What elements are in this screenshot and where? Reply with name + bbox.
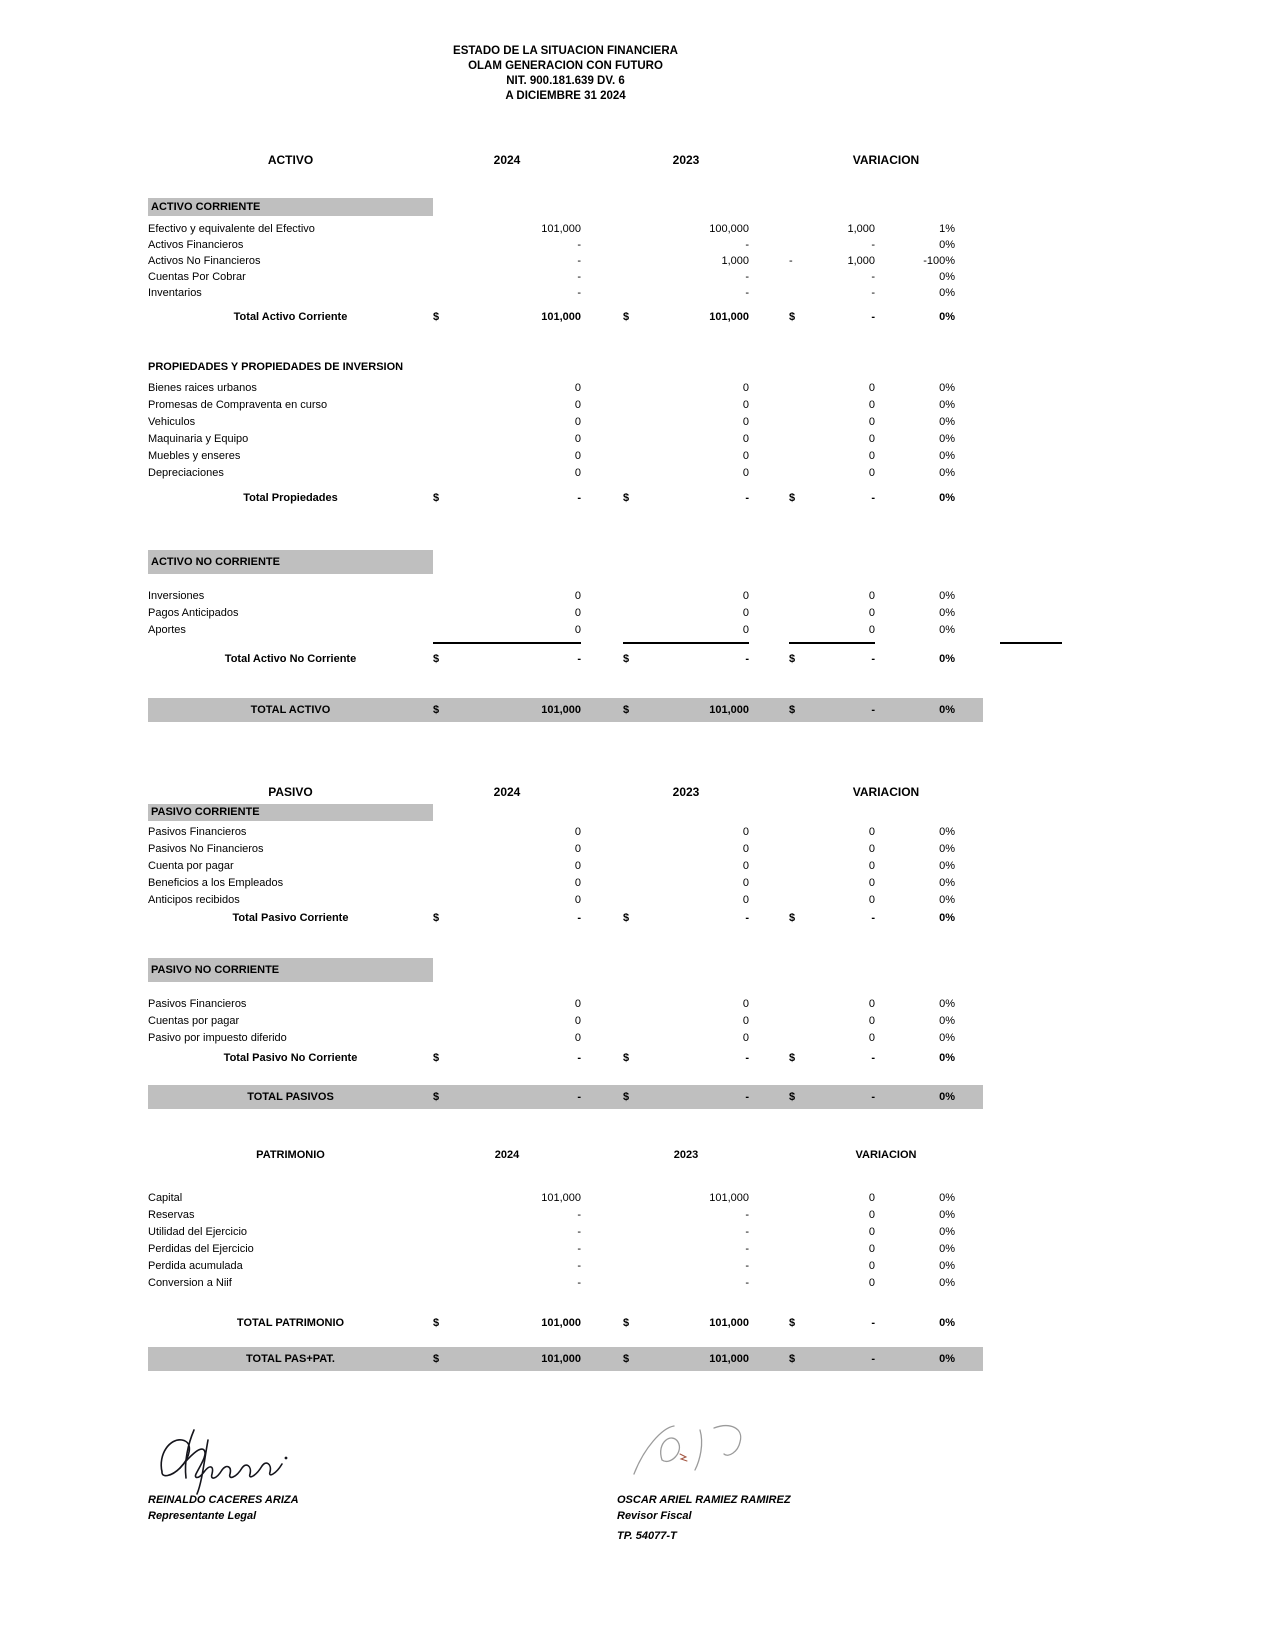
value-percent: 0% (939, 860, 955, 872)
currency-symbol: $ (789, 652, 796, 665)
row-label: Total Pasivo Corriente (232, 912, 349, 924)
table-row-inversiones (148, 588, 983, 605)
value-2024: - (577, 1260, 581, 1272)
value-2023: 101,000 (709, 1192, 749, 1204)
value-2023: - (745, 652, 749, 665)
value-percent: 1% (939, 222, 955, 235)
row-label: Total Pasivo No Corriente (223, 1052, 358, 1064)
value-2023: 100,000 (709, 222, 749, 235)
value-percent: 0% (939, 1277, 955, 1289)
total-row-total-propiedades (148, 488, 983, 508)
column-header-row-patrimonio (148, 1145, 983, 1165)
row-label: TOTAL PASIVOS (247, 1090, 334, 1103)
currency-symbol: $ (433, 912, 440, 924)
document-title: ESTADO DE LA SITUACION FINANCIERA (453, 45, 678, 57)
currency-symbol: $ (433, 1352, 440, 1365)
column-header-variacion: VARIACION (855, 1148, 917, 1161)
section-header-propiedades-y-propiedades-de-inversion (148, 357, 983, 377)
value-2023: 0 (742, 826, 749, 838)
value-percent: 0% (939, 1209, 955, 1221)
value-variation: 0 (868, 1226, 875, 1238)
value-variation: 0 (868, 467, 875, 479)
value-percent: 0% (939, 1352, 955, 1365)
value-2024: - (577, 491, 581, 504)
value-2023: - (745, 1277, 749, 1289)
value-2024: - (577, 1277, 581, 1289)
value-percent: 0% (939, 467, 955, 479)
value-2024: 0 (574, 416, 581, 428)
row-label: Cuentas Por Cobrar (148, 270, 246, 283)
value-2024: - (577, 1052, 581, 1064)
currency-symbol: $ (433, 703, 440, 716)
column-header-2024: 2024 (494, 1148, 520, 1161)
total-row-total-activo-no-corriente (148, 649, 983, 669)
value-2024: 0 (574, 894, 581, 906)
value-2023: 0 (742, 467, 749, 479)
value-variation: - (871, 912, 875, 924)
value-2023: 0 (742, 624, 749, 636)
row-label: Maquinaria y Equipo (148, 433, 249, 445)
value-2023: - (745, 1243, 749, 1255)
table-row-capital (148, 1190, 983, 1207)
currency-symbol: $ (433, 310, 440, 323)
value-2023: 0 (742, 860, 749, 872)
value-percent: 0% (939, 607, 955, 619)
table-row-pasivos-no-financieros (148, 841, 983, 858)
column-header-2023: 2023 (673, 1148, 699, 1161)
value-percent: 0% (939, 238, 955, 251)
value-variation: 0 (868, 1277, 875, 1289)
value-2023: 0 (742, 877, 749, 889)
section-label: PROPIEDADES Y PROPIEDADES DE INVERSION (148, 360, 404, 373)
value-percent: 0% (939, 652, 955, 665)
value-variation: - (871, 1352, 875, 1365)
currency-symbol: $ (433, 491, 440, 504)
value-2023: - (745, 1090, 749, 1103)
row-label: Aportes (148, 624, 186, 636)
value-percent: 0% (939, 590, 955, 602)
table-row-pasivo-por-impuesto-diferido (148, 1030, 983, 1047)
value-variation: 0 (868, 1192, 875, 1204)
grand-total-row-total-pasivos (148, 1085, 983, 1109)
value-percent: 0% (939, 310, 955, 323)
value-variation: - (871, 1090, 875, 1103)
row-label: Reservas (148, 1209, 195, 1221)
value-2024: 0 (574, 1032, 581, 1044)
currency-symbol: $ (623, 703, 630, 716)
value-variation: 0 (868, 590, 875, 602)
currency-symbol: $ (623, 1316, 630, 1329)
column-header-2024: 2024 (493, 785, 521, 799)
section-header-activo-no-corriente (148, 550, 983, 574)
value-variation: 0 (868, 998, 875, 1010)
currency-symbol: $ (623, 1352, 630, 1365)
row-label: Muebles y enseres (148, 450, 241, 462)
value-2024: - (577, 270, 581, 283)
value-2024: - (577, 1243, 581, 1255)
value-percent: 0% (939, 1316, 955, 1329)
currency-symbol: $ (623, 1090, 630, 1103)
value-variation: 0 (868, 1209, 875, 1221)
table-row-maquinaria-y-equipo (148, 431, 983, 448)
value-2024: 0 (574, 590, 581, 602)
signer-title-representante: Representante Legal (148, 1510, 257, 1522)
value-percent: 0% (939, 1015, 955, 1027)
value-2023: - (745, 1209, 749, 1221)
currency-symbol: $ (433, 1316, 440, 1329)
value-2024: - (577, 286, 581, 299)
value-2023: 0 (742, 450, 749, 462)
table-row-beneficios-a-los-empleados (148, 875, 983, 892)
value-2023: 0 (742, 416, 749, 428)
column-header-variacion: VARIACION (852, 153, 920, 167)
value-2024: 101,000 (541, 310, 581, 323)
value-2024: 0 (574, 399, 581, 411)
value-variation: 0 (868, 1015, 875, 1027)
row-label: TOTAL PATRIMONIO (236, 1316, 345, 1329)
currency-symbol: $ (623, 491, 630, 504)
row-label: Total Propiedades (243, 491, 338, 504)
value-2024: 101,000 (541, 703, 581, 716)
row-label: Activos Financieros (148, 238, 244, 251)
row-label: Utilidad del Ejercicio (148, 1226, 248, 1238)
row-label: Beneficios a los Empleados (148, 877, 284, 889)
row-label: TOTAL ACTIVO (250, 703, 331, 716)
currency-symbol: $ (623, 1052, 630, 1064)
grand-total-row-total-pas-pat (148, 1347, 983, 1371)
currency-symbol: $ (789, 491, 796, 504)
value-variation: 0 (868, 382, 875, 394)
value-2024: - (577, 912, 581, 924)
value-2024: 0 (574, 382, 581, 394)
table-row-bienes-raices-urbanos (148, 380, 983, 397)
value-percent: 0% (939, 450, 955, 462)
row-label: Perdida acumulada (148, 1260, 243, 1272)
value-variation: 0 (868, 877, 875, 889)
value-percent: 0% (939, 270, 955, 283)
value-2024: 101,000 (541, 1192, 581, 1204)
value-percent: 0% (939, 877, 955, 889)
statement-date: A DICIEMBRE 31 2024 (505, 90, 626, 102)
value-percent: 0% (939, 1260, 955, 1272)
table-row-conversion-a-niif (148, 1275, 983, 1292)
value-2023: 0 (742, 399, 749, 411)
total-row-total-pasivo-no-corriente (148, 1049, 983, 1068)
column-header-2024: 2024 (493, 153, 521, 167)
value-2024: 0 (574, 624, 581, 636)
value-percent: 0% (939, 1090, 955, 1103)
rule-segment (1000, 642, 1062, 644)
value-variation: 0 (868, 450, 875, 462)
value-variation: - (871, 703, 875, 716)
currency-symbol: $ (789, 1052, 796, 1064)
currency-symbol: $ (789, 1316, 796, 1329)
value-2024: 0 (574, 433, 581, 445)
value-variation: 1,000 (847, 222, 875, 235)
row-label: Capital (148, 1192, 183, 1204)
value-percent: 0% (939, 998, 955, 1010)
row-label: TOTAL PAS+PAT. (246, 1352, 335, 1365)
value-variation: 0 (868, 433, 875, 445)
section-header-activo-corriente (148, 198, 983, 216)
column-header-title: PASIVO (268, 785, 313, 799)
value-2024: 0 (574, 877, 581, 889)
value-percent: 0% (939, 1052, 955, 1064)
value-variation: 0 (868, 826, 875, 838)
currency-symbol: $ (623, 912, 630, 924)
value-2023: 0 (742, 590, 749, 602)
value-2023: 0 (742, 607, 749, 619)
table-row-pasivos-financieros (148, 824, 983, 841)
value-variation: - (871, 1316, 875, 1329)
company-name: OLAM GENERACION CON FUTURO (468, 60, 663, 72)
value-percent: 0% (939, 1226, 955, 1238)
section-header-pasivo-no-corriente (148, 958, 983, 982)
row-label: Conversion a Niif (148, 1277, 232, 1289)
value-2024: 0 (574, 826, 581, 838)
signer-name-revisor: OSCAR ARIEL RAMIEZ RAMIREZ (617, 1494, 791, 1506)
value-2024: - (577, 1209, 581, 1221)
total-row-total-patrimonio (148, 1313, 983, 1333)
value-percent: 0% (939, 826, 955, 838)
table-row-anticipos-recibidos (148, 892, 983, 909)
row-label: Activos No Financieros (148, 254, 261, 267)
value-percent: 0% (939, 912, 955, 924)
table-row-aportes (148, 622, 983, 639)
value-variation: 0 (868, 1032, 875, 1044)
value-2023: - (745, 491, 749, 504)
table-row-vehiculos (148, 414, 983, 431)
value-percent: 0% (939, 399, 955, 411)
value-2023: 101,000 (709, 310, 749, 323)
table-row-perdidas-del-ejercicio (148, 1241, 983, 1258)
value-2023: 0 (742, 843, 749, 855)
signer-name-representante: REINALDO CACERES ARIZA (148, 1494, 299, 1506)
table-row-cuentas-por-cobrar (148, 269, 983, 285)
section-header-pasivo-corriente (148, 804, 983, 821)
value-2023: 0 (742, 998, 749, 1010)
row-label: Total Activo No Corriente (224, 652, 357, 665)
value-2023: 0 (742, 894, 749, 906)
section-label: ACTIVO NO CORRIENTE (148, 550, 433, 574)
table-row-muebles-y-enseres (148, 448, 983, 465)
value-variation: 0 (868, 1243, 875, 1255)
value-variation: 0 (868, 607, 875, 619)
row-label: Pasivos Financieros (148, 826, 247, 838)
value-percent: 0% (939, 843, 955, 855)
table-row-activos-financieros (148, 237, 983, 253)
value-2024: 0 (574, 843, 581, 855)
value-2023: 0 (742, 1015, 749, 1027)
row-label: Bienes raices urbanos (148, 382, 257, 394)
value-percent: 0% (939, 703, 955, 716)
value-variation: 1,000 (847, 254, 875, 267)
table-row-activos-no-financieros (148, 253, 983, 269)
row-label: Vehiculos (148, 416, 196, 428)
row-label: Pagos Anticipados (148, 607, 239, 619)
table-row-cuentas-por-pagar (148, 1013, 983, 1030)
value-2024: 0 (574, 998, 581, 1010)
value-percent: 0% (939, 416, 955, 428)
value-variation: 0 (868, 894, 875, 906)
value-percent: 0% (939, 286, 955, 299)
currency-symbol: $ (789, 703, 796, 716)
row-label: Anticipos recibidos (148, 894, 240, 906)
total-row-total-activo-corriente (148, 307, 983, 327)
currency-symbol: $ (433, 1052, 440, 1064)
table-row-cuenta-por-pagar (148, 858, 983, 875)
value-2023: 101,000 (709, 1316, 749, 1329)
row-label: Pasivo por impuesto diferido (148, 1032, 287, 1044)
value-percent: 0% (939, 1032, 955, 1044)
currency-symbol: $ (433, 652, 440, 665)
row-label: Promesas de Compraventa en curso (148, 399, 328, 411)
value-percent: 0% (939, 1192, 955, 1204)
company-nit: NIT. 900.181.639 DV. 6 (506, 75, 625, 87)
row-label: Cuenta por pagar (148, 860, 234, 872)
signature-image-representante (150, 1422, 325, 1497)
row-label: Cuentas por pagar (148, 1015, 240, 1027)
row-label: Inventarios (148, 286, 202, 299)
grand-total-row-total-activo (148, 698, 983, 722)
table-row-utilidad-del-ejercicio (148, 1224, 983, 1241)
value-2024: 0 (574, 450, 581, 462)
currency-symbol: - (789, 254, 793, 267)
value-2023: - (745, 286, 749, 299)
column-header-title: ACTIVO (267, 153, 314, 167)
value-variation: - (871, 491, 875, 504)
value-variation: 0 (868, 843, 875, 855)
value-2023: 1,000 (721, 254, 749, 267)
table-row-efectivo-y-equivalente-del-efectivo (148, 221, 983, 237)
value-variation: 0 (868, 399, 875, 411)
value-percent: 0% (939, 382, 955, 394)
balance-sheet-table (148, 0, 983, 1371)
table-row-depreciaciones (148, 465, 983, 482)
row-label: Efectivo y equivalente del Efectivo (148, 222, 315, 235)
row-label: Total Activo Corriente (233, 310, 348, 323)
signer-title-revisor: Revisor Fiscal (617, 1510, 692, 1522)
value-percent: 0% (939, 491, 955, 504)
table-row-perdida-acumulada (148, 1258, 983, 1275)
value-2023: 101,000 (709, 1352, 749, 1365)
value-variation: - (871, 238, 875, 251)
value-2024: 0 (574, 607, 581, 619)
section-label: ACTIVO CORRIENTE (148, 198, 433, 216)
column-header-variacion: VARIACION (852, 785, 920, 799)
value-2024: 101,000 (541, 1316, 581, 1329)
value-2024: 0 (574, 467, 581, 479)
value-2023: 101,000 (709, 703, 749, 716)
value-2023: - (745, 238, 749, 251)
value-percent: 0% (939, 1243, 955, 1255)
row-label: Pasivos Financieros (148, 998, 247, 1010)
value-variation: 0 (868, 1260, 875, 1272)
column-header-title: PATRIMONIO (256, 1148, 325, 1161)
value-variation: - (871, 270, 875, 283)
value-2023: 0 (742, 382, 749, 394)
column-header-row-pasivo (148, 782, 983, 802)
value-2024: 0 (574, 1015, 581, 1027)
section-label: PASIVO NO CORRIENTE (148, 958, 433, 982)
value-2024: 101,000 (541, 1352, 581, 1365)
value-2024: 0 (574, 860, 581, 872)
currency-symbol: $ (789, 912, 796, 924)
table-row-inventarios (148, 285, 983, 301)
table-row-pasivos-financieros (148, 996, 983, 1013)
signature-image-revisor (628, 1416, 763, 1486)
currency-symbol: $ (789, 1090, 796, 1103)
value-percent: 0% (939, 433, 955, 445)
table-row-reservas (148, 1207, 983, 1224)
value-2024: - (577, 1226, 581, 1238)
row-label: Perdidas del Ejercicio (148, 1243, 254, 1255)
value-2023: 0 (742, 433, 749, 445)
value-variation: - (871, 286, 875, 299)
value-variation: - (871, 652, 875, 665)
rule-segment (433, 642, 581, 644)
value-percent: 0% (939, 894, 955, 906)
total-row-total-pasivo-corriente (148, 909, 983, 928)
value-2023: - (745, 912, 749, 924)
value-2024: - (577, 254, 581, 267)
value-variation: 0 (868, 416, 875, 428)
value-variation: 0 (868, 624, 875, 636)
subtotal-rule (148, 642, 983, 645)
value-2024: - (577, 238, 581, 251)
rule-segment (623, 642, 749, 644)
currency-symbol: $ (433, 1090, 440, 1103)
value-variation: 0 (868, 860, 875, 872)
value-2023: - (745, 1052, 749, 1064)
row-label: Depreciaciones (148, 467, 224, 479)
section-label: PASIVO CORRIENTE (148, 804, 433, 821)
currency-symbol: $ (789, 310, 796, 323)
currency-symbol: $ (789, 1352, 796, 1365)
value-2023: - (745, 270, 749, 283)
value-percent: 0% (939, 624, 955, 636)
table-row-promesas-de-compraventa-en-curso (148, 397, 983, 414)
rule-segment (789, 642, 875, 644)
row-label: Inversiones (148, 590, 205, 602)
value-2024: - (577, 652, 581, 665)
column-header-2023: 2023 (672, 153, 700, 167)
value-variation: - (871, 310, 875, 323)
column-header-2023: 2023 (672, 785, 700, 799)
value-2023: - (745, 1260, 749, 1272)
value-2023: - (745, 1226, 749, 1238)
table-row-pagos-anticipados (148, 605, 983, 622)
value-variation: - (871, 1052, 875, 1064)
value-2024: 101,000 (541, 222, 581, 235)
value-percent: -100% (923, 254, 955, 267)
row-label: Pasivos No Financieros (148, 843, 264, 855)
currency-symbol: $ (623, 652, 630, 665)
currency-symbol: $ (623, 310, 630, 323)
value-2023: 0 (742, 1032, 749, 1044)
column-header-row-activo (148, 150, 983, 170)
signer-license-revisor: TP. 54077-T (617, 1530, 677, 1542)
value-2024: - (577, 1090, 581, 1103)
